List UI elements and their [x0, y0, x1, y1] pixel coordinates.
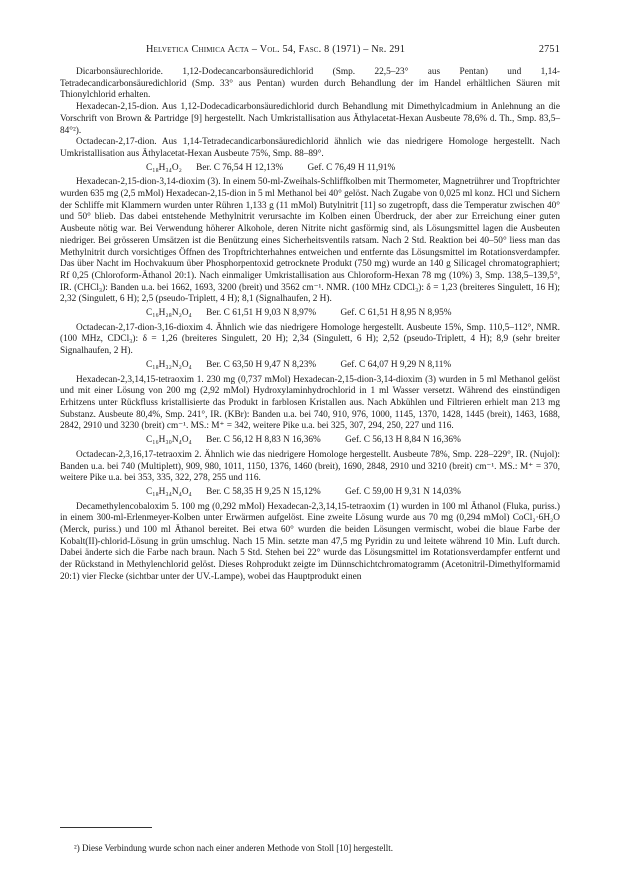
paragraph-dioxim-4: Octadecan-2,17-dion-3,16-dioxim 4. Ähnlich wie das niedrigere Homologe hergestellt. Ausbeute 15%, Smp. 110,5–112°, NMR. (100 MHz, CDCl₃): δ = 1,26 (breiteres Singulett, 20 H); 2,34 (Singulett, 6 H); 2,52 (pseudo-Triplett, 4 H); 8,9 (sehr breiter Signalhaufen, 2 H).: [60, 322, 560, 357]
elemental-analysis-row: [60, 308, 560, 320]
footnote-divider: [60, 827, 152, 828]
calculated-values: Ber. C 76,54 H 12,13%: [196, 162, 284, 173]
found-values: Gef. C 64,07 H 9,29 N 8,11%: [340, 359, 452, 370]
molecular-formula: C₁₈H₃₄N₄O₄: [146, 486, 192, 497]
calculated-values: Ber. C 63,50 H 9,47 N 8,23%: [206, 359, 317, 370]
paragraph-hexadecan-dion: Hexadecan-2,15-dion. Aus 1,12-Dodecadicarbonsäuredichlorid durch Behandlung mit Dimethylcadmium in Anlehnung an die Vorschrift von Brown & Partridge [9] hergestellt. Nach Umkristallisation aus Äthylacetat-Hexan Ausbeute 78,6% d. Th., Smp. 83,5–84°²).: [60, 102, 560, 136]
elemental-analysis-row: [60, 435, 560, 447]
elemental-analysis-row: [60, 360, 560, 372]
paragraph-tetraoxim-1: Hexadecan-2,3,14,15-tetraoxim 1. 230 mg (0,737 mMol) Hexadecan-2,15-dion-3,14-dioxim (3) wurden in 5 ml Methanol gelöst und mit einer Lösung von 200 mg (2,92 mMol) Hydroxylaminhydrochlorid in 1 ml Wasser versetzt. Während des einstündigen Erhitzens unter Rückfluss kristallisierte das Produkt in farblosen Kristallen aus. Nach Abkühlen und Filtrieren erhielt man 213 mg Substanz. Ausbeute 80,4%, Smp. 241°, IR. (KBr): Banden u.a. bei 740, 910, 976, 1000, 1145, 1370, 1428, 1445 (breit), 1463, 1688, 2842, 2910 und 3230 (breit) cm⁻¹. MS.: M⁺ = 342, weitere Pike u.a. bei 325, 307, 294, 250, 227 und 116.: [60, 374, 560, 432]
paragraph-tetraoxim-2: Octadecan-2,3,16,17-tetraoxim 2. Ähnlich wie das niedrigere Homologe hergestellt. Ausbeute 78%, Smp. 228–229°, IR. (Nujol): Banden u.a. bei 740 (Multiplett), 909, 980, 1011, 1150, 1376, 1460 (breit), 1690, 2848, 2910 und 3210 (breit) cm⁻¹. MS.: M⁺ = 370, weitere Pike u.a. bei 353, 335, 322, 278, 255 und 116.: [60, 449, 560, 484]
running-header: [60, 44, 564, 58]
found-values: Gef. C 61,51 H 8,95 N 8,95%: [340, 308, 452, 319]
calculated-values: Ber. C 61,51 H 9,03 N 8,97%: [206, 308, 317, 319]
paragraph-cobaloxim-5: Decamethylencobaloxim 5. 100 mg (0,292 mMol) Hexadecan-2,3,14,15-tetraoxim (1) wurden in 100 ml Äthanol (Fluka, puriss.) in einem 300-ml-Erlenmeyer-Kolben unter Erwärmen aufgelöst. Eine zweite Lösung wurde aus 70 mg (0,294 mMol) CoCl₂·6H₂O (Merck, puriss.) und 100 ml Äthanol bereitet. Bei etwa 60° wurden die beiden Lösungen vermischt, wobei die blaue Farbe der Kobalt(II)-chlorid-Lösung in grün umschlug. Nach 15 Min. setzte man 47,5 mg Pyridin zu und leitete während 10 Min. Luft durch. Dabei änderte sich die Farbe nach braun. Nach 5 Std. Stehen bei 22° wurde das Lösungsmittel im Rotationsverdampfer entfernt und der Rückstand in Methylenchlorid gelöst. Dieses Rohprodukt zeigte im Dünnschichtchromatogramm (Acetonitril-Dimethylformamid 20:1) vier Flecke (sichtbar unter der UV.-Lampe), wobei das Hauptprodukt einen: [60, 501, 560, 582]
elemental-analysis-row: [60, 163, 560, 175]
calculated-values: Ber. C 58,35 H 9,25 N 15,12%: [206, 486, 321, 497]
molecular-formula: C₁₈H₃₄O₂: [146, 162, 182, 173]
page-number: 2751: [538, 44, 560, 55]
elemental-analysis-row: [60, 487, 560, 499]
paragraph-octadecan-dion: Octadecan-2,17-dion. Aus 1,14-Tetradecandicarbonsäuredichlorid ähnlich wie das niedrigere Homologe hergestellt. Nach Umkristallisation aus Äthylacetat-Hexan Ausbeute 75%, Smp. 88–89°.: [60, 137, 560, 159]
footnote: ²) Diese Verbindung wurde schon nach einer anderen Methode von Stoll [10] hergestellt.: [74, 843, 394, 853]
article-body: [60, 67, 560, 584]
journal-citation: Helvetica Chimica Acta – Vol. 54, Fasc. 8 (1971) – Nr. 291: [146, 44, 406, 55]
molecular-formula: C₁₆H₂₈N₂O₄: [146, 308, 192, 319]
molecular-formula: C₁₈H₃₂N₂O₄: [146, 359, 192, 370]
molecular-formula: C₁₆H₃₀N₄O₄: [146, 435, 192, 446]
found-values: Gef. C 59,00 H 9,31 N 14,03%: [345, 486, 461, 497]
calculated-values: Ber. C 56,12 H 8,83 N 16,36%: [206, 435, 321, 446]
paragraph-dioxim-3: Hexadecan-2,15-dion-3,14-dioxim (3). In einem 50-ml-Zweihals-Schliffkolben mit Thermometer, Magnetrührer und Tropftrichter wurden 635 mg (2,5 mMol) Hexadecan-2,15-dion in 5 ml Methanol bei 40° gelöst. Nach Zugabe von 0,025 ml konz. HCl und Sichern der Schliffe mit Klammern wurden unter Rühren 1,133 g (11 mMol) Butylnitrit [11] so zugetropft, dass die Temperatur zwischen 40° und 50° blieb. Das dabei entstehende Methylnitrit verursachte im Kolben einen Überdruck, der aber zur Erreichung einer guten Ausbeute nötig war. Bei Verwendung höherer Alkohole, deren Nitrite nicht gasförmig sind, als Lösungsmittel lagen die Ausbeuten niedriger. Bei grösseren Umsätzen ist die Benützung eines Sicherheitsventils ratsam. Nach 2 Std. Reaktion bei 40–50° liess man das Methylnitrit durch vorsichtiges Öffnen des Tropftrichterhahnes entweichen und entfernte das Lösungsmittel im Rotationsverdampfer. Das über Nacht im Hochvakuum über Phosphorpentoxid getrocknete Produkt (750 mg) wurde an 140 g Silicagel chromatographiert; Rf 0,25 (Chloroform-Äthanol 20:1). Nach einmaliger Umkristallisation aus Chloroform-Hexan 78 mg (10%) 3, Smp. 138,5–139,5°, IR. (CHCl₃): Banden u.a. bei 1662, 1693, 3200 (breit) und 3562 cm⁻¹. NMR. (100 MHz CDCl₃): δ = 1,23 (breiteres Singulett, 16 H); 2,32 (Singulett, 6 H); 2,5 (pseudo-Triplett, 4 H); 8,1 (Signalhaufen, 2 H).: [60, 177, 560, 305]
found-values: Gef. C 56,13 H 8,84 N 16,36%: [345, 435, 461, 446]
paragraph-dicarbonsaeurechloride: Dicarbonsäurechloride. 1,12-Dodecancarbonsäuredichlorid (Smp. 22,5–23° aus Pentan) und 1,14-Tetradecandicarbonsäuredichlorid (Smp. 33° aus Pentan) wurden durch Behandlung der im Handel erhältlichen Säuren mit Thionylchlorid erhalten.: [60, 67, 560, 101]
found-values: Gef. C 76,49 H 11,91%: [307, 162, 396, 173]
